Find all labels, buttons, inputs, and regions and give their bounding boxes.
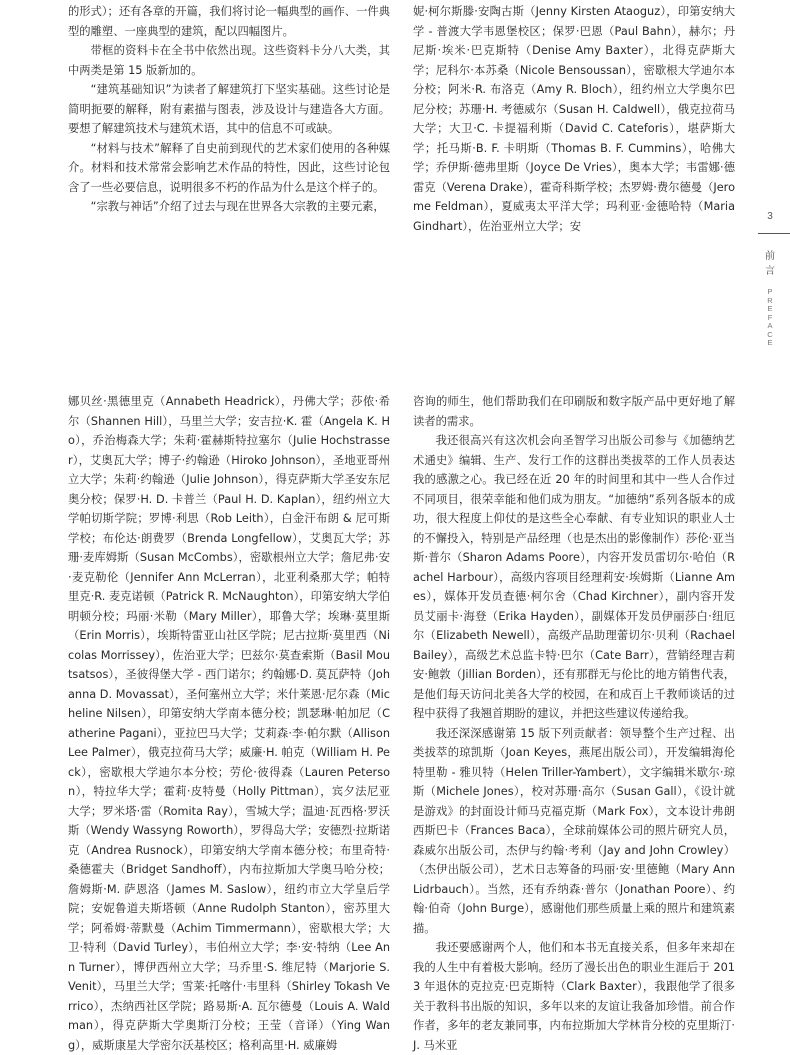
section-title-cn-char: 言 [765,266,775,277]
section-title-en [762,288,778,348]
section-title-cn-char: 前 [765,251,775,262]
paragraph: “宗教与神话”介绍了过去与现在世界各大宗教的主要元素， [90,200,385,213]
top-left-column [68,2,390,217]
paragraph: 我还很高兴有这次机会向圣智学习出版公司参与《加德纳艺术通史》编辑、生产、发行工作的这群出类拔萃的工作人员表达我的感激之心。我已经在近 20 年的时间里和其中一些人合作过不同项目，很荣幸能和他们成为朋友。“加德纳”系列各版本的成功，很大程度上仰仗的是这些全心奉献、有专业知识的职业人士的不懈投入，特别是产品经理（也是杰出的影像制作）莎伦·亚当斯·普尔（Sharon Adams Poore），内容开发员雷切尔·哈伯（Rachel Harbour），高级内容项目经理莉安·埃姆斯（Lianne Ames），媒体开发员查德·柯尔舍（Chad Kirchner），副内容开发员艾丽卡·海登（Erika Hayden），副媒体开发员伊丽莎白·纽厄尔（Elizabeth Newell），高级产品助理蕾切尔·贝利（Rachael Bailey），高级艺术总监卡特·巴尔（Cate Barr），营销经理吉莉安·鲍敦（Jillian Borden），还有那群无与伦比的地方销售代表，是他们每天访问北美各大学的校园，在和成百上千教师谈话的过程中获得了我翘首期盼的建议，并把这些建议传递给我。 [413,434,735,720]
bottom-left-column [68,392,390,1055]
paragraph: 我还深深感谢第 15 版下列贡献者：领导整个生产过程、出类拔萃的琼凯斯（Joan Keyes，燕尾出版公司），开发编辑海伦特里勒 - 雅贝特（Helen Triller-Yambert），文字编辑米歇尔·琼斯（Michele Jones），校对苏珊·高尔（Susan Gall），《设计就是游戏》的封面设计师马克福克斯（Mark Fox），文本设计弗朗西斯巴卡（Frances Baca），全球前媒体公司的照片研究人员，森威尔出版公司，杰伊与约翰·考利（Jay and John Crowley）（杰伊出版公司），艺术日志筹备的玛丽·安·里德鲍（Mary Ann Lidrbauch）。当然，还有乔纳森·普尔（Jonathan Poore）、约翰·伯奇（John Burge），感谢他们那些质量上乘的照片和建筑素描。 [413,726,735,935]
page-number: 3 [767,211,773,222]
section-title-cn [762,249,778,279]
paragraph: “材料与技术”解释了自史前到现代的艺术家们使用的各种媒介。材料和技术常常会影响艺术作品的特性，因此，这些讨论包含了一些必要信息，说明很多不朽的作品为什么是这个样子的。 [68,141,390,194]
section-title-en-char: P [767,287,773,296]
paragraph: 的形式）；还有各章的开篇，我们将讨论一幅典型的画作、一件典型的雕塑、一座典型的建筑，配以四幅图片。 [68,5,390,38]
section-title-en-char: A [767,321,773,330]
paragraph: “建筑基础知识”为读者了解建筑打下坚实基础。这些讨论是简明扼要的解释，附有素描与图表，涉及设计与建造各大方面。要想了解建筑技术与建筑术语，其中的信息不可或缺。 [68,83,390,135]
section-title-en-char: F [767,312,773,322]
section-title-en-char: E [767,304,773,313]
paragraph: 我还要感谢两个人，他们和本书无直接关系，但多年来却在我的人生中有着极大影响。经历了漫长出色的职业生涯后于 2013 年退休的克拉克·巴克斯特（Clark Baxter），我跟他学了很多关于教科书出版的知识，多年以来的友谊让我备加珍惜。前合作作者，多年的老友兼同事，内布拉斯加大学林肯分校的克里斯汀·J. 马米亚 [413,941,735,1052]
paragraph: 带框的资料卡在全书中依然出现。这些资料卡分八大类，其中两类是第 15 版新加的。 [68,44,390,77]
paragraph: 妮·柯尔斯滕·安陶古斯（Jenny Kirsten Ataoguz），印第安纳大学 - 普渡大学韦恩堡校区；保罗·巴恩（Paul Bahn），赫尔；丹尼斯·埃米·巴克斯特（Denise Amy Baxter），北得克萨斯大学；尼科尔·本苏桑（Nicole Bensoussan），密歇根大学迪尔本分校；阿米·R. 布洛克（Amy R. Bloch），纽约州立大学奥尔巴尼分校；苏珊·H. 考德威尔（Susan H. Caldwell），俄克拉荷马大学；大卫·C. 卡提福利斯（David C. Cateforis），堪萨斯大学；托马斯·B. F. 卡明斯（Thomas B. F. Cummins），哈佛大学；乔伊斯·德弗里斯（Joyce De Vries），奥本大学；韦雷娜·德雷克（Verena Drake），霍奇科斯学校；杰罗姆·费尔德曼（Jerome Feldman），夏威夷太平洋大学；玛利亚·金德哈特（Maria Gindhart），佐治亚州立大学；安 [413,5,735,233]
margin-divider [758,233,790,234]
paragraph: 娜贝丝·黑德里克（Annabeth Headrick），丹佛大学；莎侬·希尔（Shannen Hill），马里兰大学；安吉拉·K. 霍（Angela K. Ho），乔治梅森大学；朱莉·霍赫斯特拉塞尔（Julie Hochstrasser），艾奥瓦大学；博子·约翰逊（Hiroko Johnson），圣地亚哥州立大学；朱莉·约翰逊（Julie Johnson），得克萨斯大学圣安东尼奥分校；保罗·H. D. 卡普兰（Paul H. D. Kaplan），纽约州立大学帕切斯学院；罗博·利思（Rob Leith），白金汗布朗 & 尼可斯学校；布伦达·朗费罗（Brenda Longfellow），艾奥瓦大学；苏珊·麦库姆斯（Susan McCombs），密歇根州立大学；詹尼弗·安·麦克勒伦（Jennifer Ann McLerran），北亚利桑那大学；帕特里克·R. 麦克诺顿（Patrick R. McNaughton），印第安纳大学伯明顿分校；玛丽·米勒（Mary Miller），耶鲁大学；埃琳·莫里斯（Erin Morris），埃斯特雷亚山社区学院；尼古拉斯·莫里西（Nicolas Morrissey），佐治亚大学；巴兹尔·莫查索斯（Basil Moutsatsos），圣彼得堡大学 - 西门诺尔；约翰娜·D. 莫瓦萨特（Johanna D. Movassat），圣何塞州立大学；米什莱恩·尼尔森（Micheline Nilsen），印第安纳大学南本德分校；凯瑟琳·帕加尼（Catherine Pagani），亚拉巴马大学；艾莉森·李·帕尔默（Allison Lee Palmer），俄克拉荷马大学；威廉·H. 帕克（William H. Peck），密歇根大学迪尔本分校；劳伦·彼得森（Lauren Peterson），特拉华大学；霍莉·皮特曼（Holly Pittman），宾夕法尼亚大学；罗米塔·雷（Romita Ray），雪城大学；温迪·瓦西格·罗沃斯（Wendy Wassyng Roworth），罗得岛大学；安德烈·拉斯诺克（Andrea Rusnock），印第安纳大学南本德分校；布里奇特·桑德霍夫（Bridget Sandhoff），内布拉斯加大学奥马哈分校；詹姆斯·M. 萨恩洛（James M. Saslow），纽约市立大学皇后学院；安妮鲁道夫斯塔顿（Anne Rudolph Stanton），密苏里大学；阿希姆·蒂默曼（Achim Timmermann），密歇根大学；大卫·特利（David Turley），韦伯州立大学；李·安·特纳（Lee Ann Turner），博伊西州立大学；马乔里·S. 维尼特（Marjorie S. Venit），马里兰大学；雪莱·托喀什·韦里科（Shirley Tokash Verrico），杰纳西社区学院；路易斯·A. 瓦尔德曼（Louis A. Waldman），得克萨斯大学奥斯汀分校；王莹（音译）（Ying Wang），威斯康星大学密尔沃基校区；格利高里·H. 威廉姆 [68,395,390,1052]
section-title-en-char: C [767,329,773,339]
section-title-en-char: E [767,338,773,347]
bottom-right-column [413,392,735,1055]
top-right-column [413,2,735,236]
section-title-en-char: R [767,295,773,305]
paragraph: 咨询的师生，他们帮助我们在印刷版和数字版产品中更好地了解读者的需求。 [413,395,735,428]
